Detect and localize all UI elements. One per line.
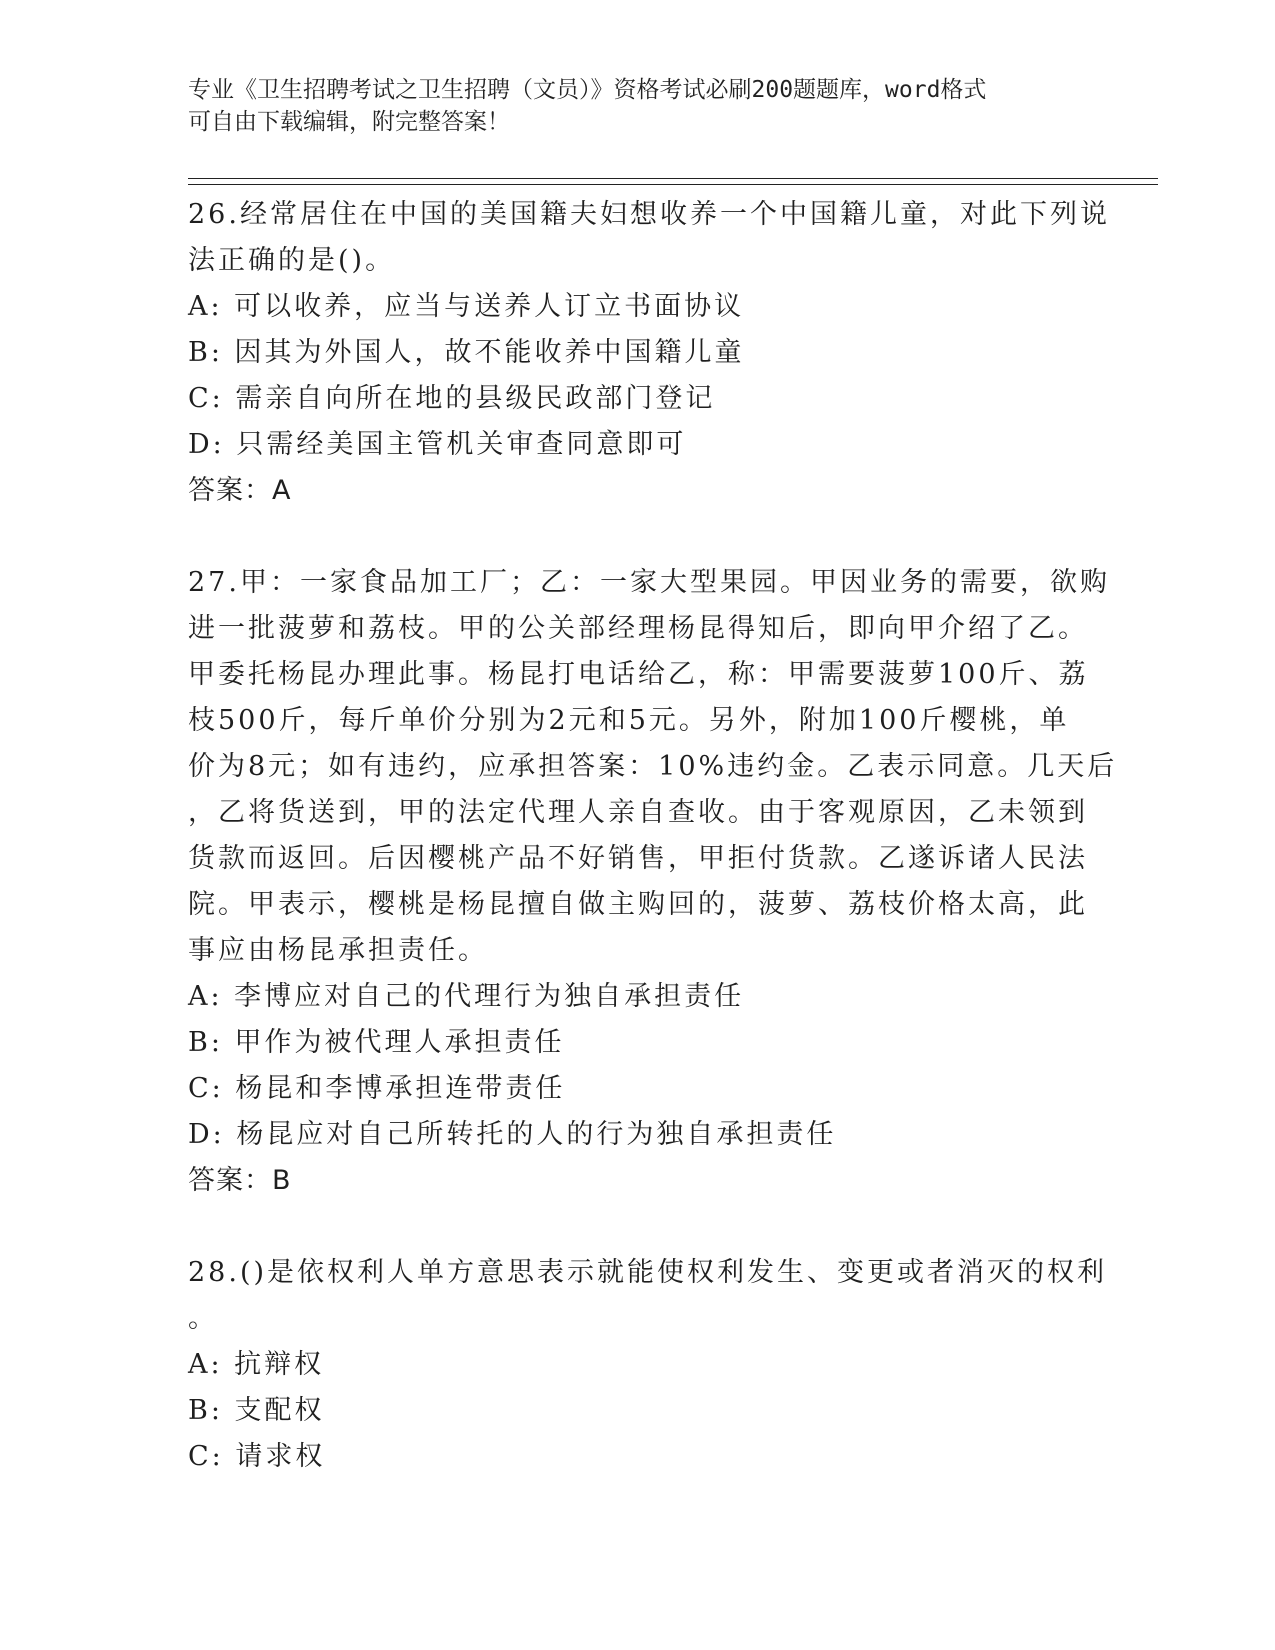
stem-line: 院。甲表示，樱桃是杨昆擅自做主购回的，菠萝、荔枝价格太高，此 [188, 889, 1088, 920]
stem-line: 法正确的是()。 [188, 245, 396, 276]
option-a: A: 抗辩权 [188, 1349, 325, 1380]
question-28 [188, 1250, 1108, 1480]
spacer [188, 1204, 1088, 1250]
stem-line: 枝500斤，每斤单价分别为2元和5元。另外，附加100斤樱桃，单 [188, 705, 1070, 736]
stem-line: 事应由杨昆承担责任。 [188, 935, 488, 966]
option-a: A: 李博应对自己的代理行为独自承担责任 [188, 981, 745, 1012]
question-stem [188, 192, 1110, 284]
question-27 [188, 560, 1118, 1204]
stem-line: ，乙将货送到，甲的法定代理人亲自查收。由于客观原因，乙未领到 [188, 797, 1088, 828]
stem-line: 进一批菠萝和荔枝。甲的公关部经理杨昆得知后，即向甲介绍了乙。 [188, 613, 1088, 644]
stem-line: 。 [188, 1303, 218, 1334]
option-d: D: 只需经美国主管机关审查同意即可 [188, 429, 687, 460]
header-line-1: 专业《卫生招聘考试之卫生招聘（文员）》资格考试必刷200题题库，word格式 [188, 77, 987, 103]
stem-line: 26.经常居住在中国的美国籍夫妇想收养一个中国籍儿童，对此下列说 [188, 199, 1110, 230]
stem-line: 甲委托杨昆办理此事。杨昆打电话给乙，称：甲需要菠萝100斤、荔 [188, 659, 1089, 690]
header-divider-bottom [188, 184, 1158, 185]
stem-line: 27.甲：一家食品加工厂；乙：一家大型果园。甲因业务的需要，欲购 [188, 567, 1110, 598]
question-26 [188, 192, 1110, 514]
stem-line: 价为8元；如有违约，应承担答案：10%违约金。乙表示同意。几天后 [188, 751, 1118, 782]
header-divider-top [188, 178, 1158, 179]
question-stem [188, 560, 1118, 974]
option-c: C: 需亲自向所在地的县级民政部门登记 [188, 383, 716, 414]
answer-line: 答案：B [188, 1165, 292, 1196]
question-stem [188, 1250, 1108, 1342]
answer-line: 答案：A [188, 475, 292, 506]
option-c: C: 请求权 [188, 1441, 326, 1472]
option-c: C: 杨昆和李博承担连带责任 [188, 1073, 566, 1104]
spacer [188, 514, 1088, 560]
option-d: D: 杨昆应对自己所转托的人的行为独自承担责任 [188, 1119, 837, 1150]
option-b: B: 因其为外国人，故不能收养中国籍儿童 [188, 337, 745, 368]
stem-line: 货款而返回。后因樱桃产品不好销售，甲拒付货款。乙遂诉诸人民法 [188, 843, 1088, 874]
option-b: B: 支配权 [188, 1395, 325, 1426]
question-list [188, 192, 1118, 1480]
option-a: A: 可以收养，应当与送养人订立书面协议 [188, 291, 745, 322]
stem-line: 28.()是依权利人单方意思表示就能使权利发生、变更或者消灭的权利 [188, 1257, 1108, 1288]
option-b: B: 甲作为被代理人承担责任 [188, 1027, 565, 1058]
document-header [188, 74, 1088, 138]
header-line-2: 可自由下载编辑，附完整答案！ [188, 109, 510, 135]
